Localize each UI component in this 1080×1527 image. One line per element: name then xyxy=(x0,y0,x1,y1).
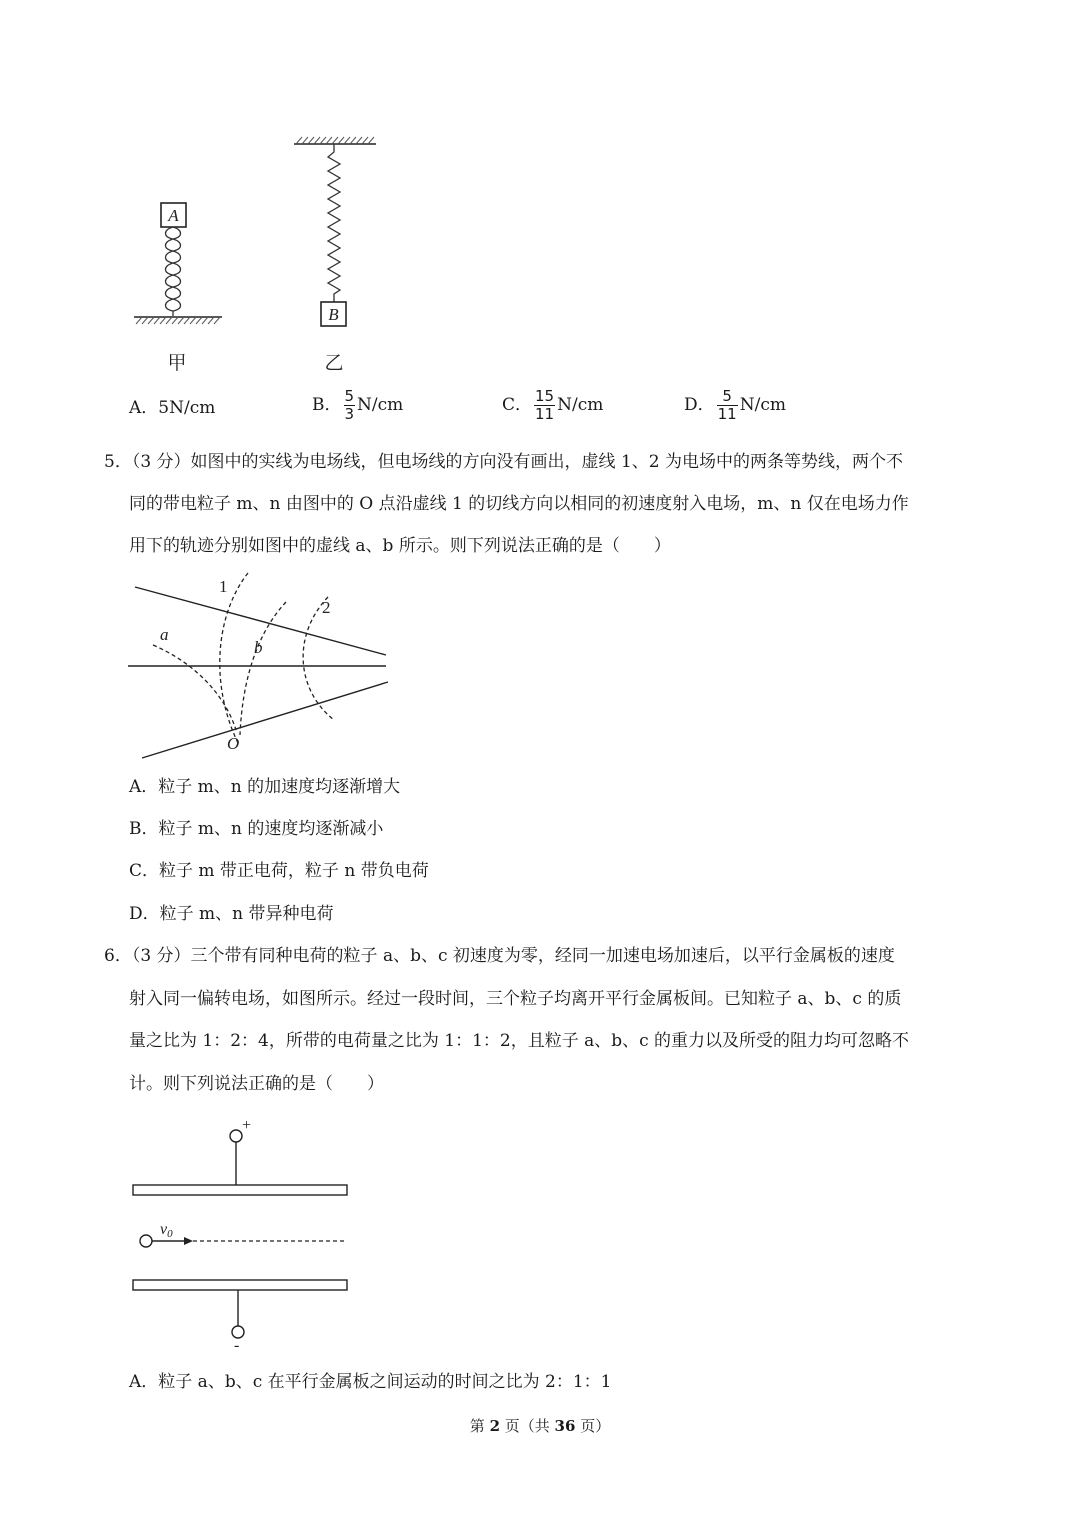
q5-line-2: 同的带电粒子 m、n 由图中的 O 点沿虚线 1 的切线方向以相同的初速度射入电场，m、n 仅在电场力作 xyxy=(129,494,909,514)
q6-line-3: 量之比为 1：2：4，所带的电荷量之比为 1：1：2，且粒子 a、b、c 的重力以及所受的阻力均可忽略不 xyxy=(129,1031,910,1051)
block-a-label: A xyxy=(168,206,179,225)
spring-coil-yi xyxy=(328,144,340,302)
page-footer: 第 2 页（共 36 页） xyxy=(469,1417,611,1435)
label-o: O xyxy=(227,734,240,753)
page-total: 36 xyxy=(554,1417,576,1435)
q6-line-1: 6．（3 分）三个带有同种电荷的粒子 a、b、c 初速度为零，经同一加速电场加速后，以平行金属板的速度 xyxy=(104,946,895,966)
q5-line-1: 5．（3 分）如图中的实线为电场线，但电场线的方向没有画出，虚线 1、2 为电场中的两条等势线，两个不 xyxy=(104,452,903,472)
q5-line-3: 用下的轨迹分别如图中的虚线 a、b 所示。则下列说法正确的是（ ） xyxy=(129,536,671,556)
label-1: 1 xyxy=(219,577,228,596)
trajectory-a xyxy=(153,645,236,730)
q6-line-2: 射入同一偏转电场，如图所示。经过一段时间，三个粒子均离开平行金属板间。已知粒子 a、b、c 的质 xyxy=(129,989,902,1009)
arrow-icon xyxy=(184,1237,193,1245)
field-line-bottom xyxy=(142,682,388,758)
q5-option-d: D．粒子 m、n 带异种电荷 xyxy=(129,904,334,924)
q6-option-a: A．粒子 a、b、c 在平行金属板之间运动的时间之比为 2：1：1 xyxy=(129,1372,612,1392)
q4-option-b: B． $\frac{5}{3}$ N/cm xyxy=(312,387,404,423)
q5-option-c: C．粒子 m 带正电荷，粒子 n 带负电荷 xyxy=(129,861,429,881)
q4-option-c: C． $\frac{15}{11}$ N/cm xyxy=(502,387,604,423)
caption-yi: 乙 xyxy=(324,353,344,374)
velocity-label: v0 xyxy=(160,1221,173,1240)
spring-coil-jia xyxy=(166,227,181,311)
lower-plate xyxy=(133,1280,347,1290)
q5-option-b: B．粒子 m、n 的速度均逐渐减小 xyxy=(129,819,384,839)
label-2: 2 xyxy=(322,598,331,617)
spring-figure-jia xyxy=(134,203,222,374)
q4-option-d: D． $\frac{5}{11}$ N/cm xyxy=(684,387,786,423)
label-b: b xyxy=(254,638,263,657)
q5-option-a: A．粒子 m、n 的加速度均逐渐增大 xyxy=(129,777,401,797)
label-a: a xyxy=(160,625,169,644)
equipotential-1 xyxy=(220,573,248,743)
minus-sign: - xyxy=(234,1337,240,1350)
plus-sign: + xyxy=(242,1117,252,1134)
spring-figure-yi xyxy=(294,137,376,374)
fraction: $\frac{5}{3}$ xyxy=(344,387,355,423)
parallel-plates-figure xyxy=(120,1110,370,1350)
fraction: $\frac{15}{11}$ xyxy=(535,387,555,423)
fraction: $\frac{5}{11}$ xyxy=(717,387,737,423)
page-number: 2 xyxy=(489,1417,500,1435)
caption-jia: 甲 xyxy=(167,353,187,374)
positive-terminal xyxy=(230,1130,242,1142)
upper-plate xyxy=(133,1185,347,1195)
spring-figure xyxy=(120,130,400,380)
block-b-label: B xyxy=(328,305,339,324)
q6-line-4: 计。则下列说法正确的是（ ） xyxy=(129,1074,384,1094)
field-line-figure xyxy=(120,565,400,765)
q4-option-a: A．5N/cm xyxy=(129,398,216,418)
particle xyxy=(140,1235,152,1247)
